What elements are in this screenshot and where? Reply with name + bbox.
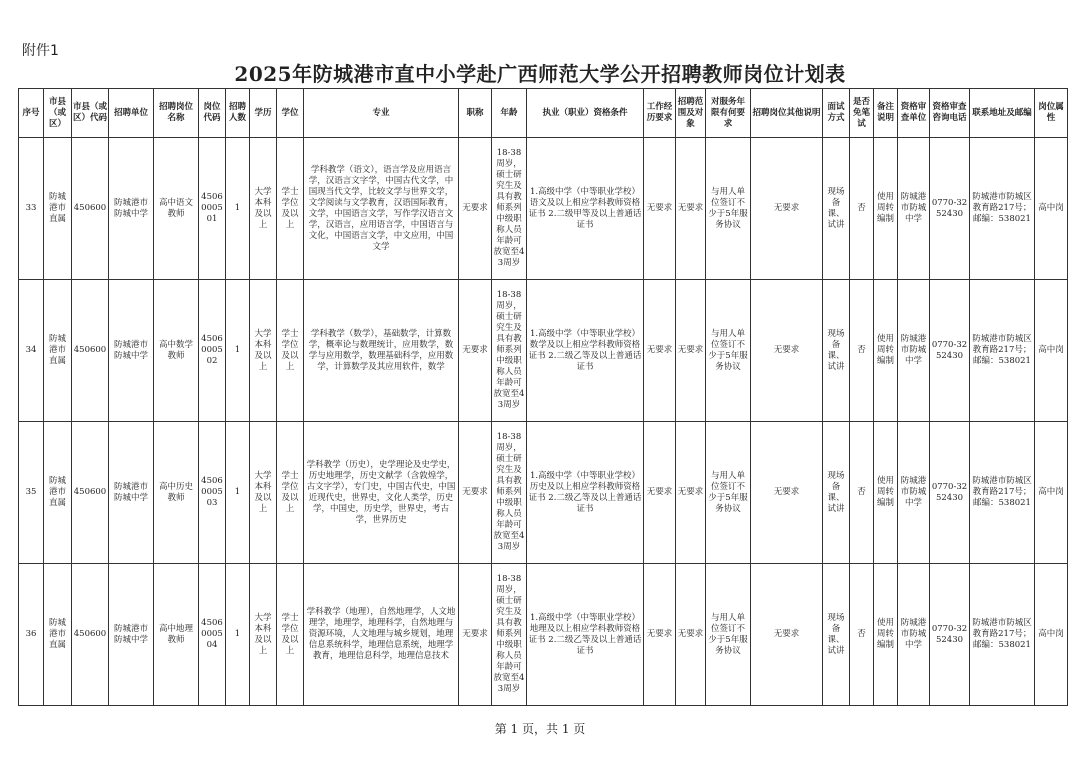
service-cell: 与用人单位签订不少于5年服务协议 <box>706 564 751 706</box>
header-cell: 招聘单位 <box>109 89 154 138</box>
title-req-cell: 无要求 <box>459 564 492 706</box>
header-cell: 序号 <box>19 89 44 138</box>
age-cell: 18-38周岁，硕士研究生及具有教师系列中级职称人员年龄可放宽至43周岁 <box>492 138 527 280</box>
county-code-cell: 450600 <box>72 422 109 564</box>
degree-cell: 学士学位及以上 <box>277 138 304 280</box>
degree-cell: 学士学位及以上 <box>277 422 304 564</box>
post-code-cell: 4506000504 <box>199 564 226 706</box>
header-cell: 是否免笔试 <box>850 89 874 138</box>
table-row <box>19 564 1068 706</box>
address-cell: 防城港市防城区教育路217号；邮编：538021 <box>970 564 1035 706</box>
county-code-cell: 450600 <box>72 138 109 280</box>
header-cell: 资格审查咨询电话 <box>930 89 970 138</box>
scope-cell: 无要求 <box>676 564 706 706</box>
review-unit-cell: 防城港市防城中学 <box>898 138 930 280</box>
other-cell: 无要求 <box>751 138 823 280</box>
attr-cell: 高中岗 <box>1035 422 1068 564</box>
unit-cell: 防城港市防城中学 <box>109 564 154 706</box>
header-cell: 市县（或区） <box>44 89 72 138</box>
header-cell: 备注说明 <box>874 89 898 138</box>
header-cell: 专业 <box>304 89 459 138</box>
cert-cell: 1.高级中学（中等职业学校）历史及以上相应学科教师资格证书 2.二级乙等及以上普通话证书 <box>527 422 644 564</box>
scope-cell: 无要求 <box>676 280 706 422</box>
attr-cell: 高中岗 <box>1035 138 1068 280</box>
phone-cell: 0770-3252430 <box>930 138 970 280</box>
other-cell: 无要求 <box>751 280 823 422</box>
other-cell: 无要求 <box>751 422 823 564</box>
post-code-cell: 4506000503 <box>199 422 226 564</box>
review-unit-cell: 防城港市防城中学 <box>898 422 930 564</box>
count-cell: 1 <box>226 564 250 706</box>
header-cell: 工作经历要求 <box>644 89 676 138</box>
county-code-cell: 450600 <box>72 280 109 422</box>
post-cell: 高中数学教师 <box>154 280 199 422</box>
degree-cell: 学士学位及以上 <box>277 280 304 422</box>
table-row <box>19 138 1068 280</box>
age-cell: 18-38周岁，硕士研究生及具有教师系列中级职称人员年龄可放宽至43周岁 <box>492 564 527 706</box>
header-cell: 执业（职业）资格条件 <box>527 89 644 138</box>
phone-cell: 0770-3252430 <box>930 422 970 564</box>
post-cell: 高中语文教师 <box>154 138 199 280</box>
cert-cell: 1.高级中学（中等职业学校）数学及以上相应学科教师资格证书 2.二级乙等及以上普通话证书 <box>527 280 644 422</box>
address-cell: 防城港市防城区教育路217号；邮编：538021 <box>970 422 1035 564</box>
row-number: 36 <box>19 564 44 706</box>
major-cell: 学科教学（地理），自然地理学，人文地理学，地理学，地理科学，自然地理与资源环境，人文地理与城乡规划，地理信息系统科学，地理信息系统，地理学教育，地理信息科学，地理信息技术 <box>304 564 459 706</box>
header-cell: 资格审查单位 <box>898 89 930 138</box>
header-cell: 学历 <box>250 89 277 138</box>
row-number: 34 <box>19 280 44 422</box>
cert-cell: 1.高级中学（中等职业学校）语文及以上相应学科教师资格证书 2.二级甲等及以上普通话证书 <box>527 138 644 280</box>
count-cell: 1 <box>226 138 250 280</box>
interview-cell: 现场备课、试讲 <box>823 564 850 706</box>
address-cell: 防城港市防城区教育路217号；邮编：538021 <box>970 280 1035 422</box>
page-footer: 第 1 页，共 1 页 <box>494 722 586 736</box>
title-req-cell: 无要求 <box>459 422 492 564</box>
interview-cell: 现场备课、试讲 <box>823 280 850 422</box>
remark-cell: 使用周转编制 <box>874 422 898 564</box>
phone-cell: 0770-3252430 <box>930 564 970 706</box>
recruitment-plan-table <box>18 88 1068 706</box>
header-cell: 招聘岗位名称 <box>154 89 199 138</box>
scope-cell: 无要求 <box>676 138 706 280</box>
header-cell: 招聘岗位其他说明 <box>751 89 823 138</box>
major-cell: 学科教学（历史），史学理论及史学史，历史地理学，历史文献学（含敦煌学，古文字学），专门史，中国古代史，中国近现代史，世界史，文化人类学，历史学，中国史，历史学，世界史，考古学，世界历史 <box>304 422 459 564</box>
phone-cell: 0770-3252430 <box>930 280 970 422</box>
service-cell: 与用人单位签订不少于5年服务协议 <box>706 138 751 280</box>
county-code-cell: 450600 <box>72 564 109 706</box>
exempt-cell: 否 <box>850 280 874 422</box>
education-cell: 大学本科及以上 <box>250 138 277 280</box>
degree-cell: 学士学位及以上 <box>277 564 304 706</box>
service-cell: 与用人单位签订不少于5年服务协议 <box>706 280 751 422</box>
education-cell: 大学本科及以上 <box>250 280 277 422</box>
interview-cell: 现场备课、试讲 <box>823 138 850 280</box>
education-cell: 大学本科及以上 <box>250 422 277 564</box>
exempt-cell: 否 <box>850 564 874 706</box>
exempt-cell: 否 <box>850 138 874 280</box>
post-cell: 高中地理教师 <box>154 564 199 706</box>
header-cell: 面试方式 <box>823 89 850 138</box>
attr-cell: 高中岗 <box>1035 280 1068 422</box>
title-req-cell: 无要求 <box>459 138 492 280</box>
education-cell: 大学本科及以上 <box>250 564 277 706</box>
county-cell: 防城港市直属 <box>44 280 72 422</box>
age-cell: 18-38周岁，硕士研究生及具有教师系列中级职称人员年龄可放宽至43周岁 <box>492 280 527 422</box>
header-cell: 年龄 <box>492 89 527 138</box>
post-code-cell: 4506000501 <box>199 138 226 280</box>
county-cell: 防城港市直属 <box>44 564 72 706</box>
review-unit-cell: 防城港市防城中学 <box>898 280 930 422</box>
header-cell: 招聘人数 <box>226 89 250 138</box>
service-cell: 与用人单位签订不少于5年服务协议 <box>706 422 751 564</box>
post-cell: 高中历史教师 <box>154 422 199 564</box>
title-req-cell: 无要求 <box>459 280 492 422</box>
experience-cell: 无要求 <box>644 564 676 706</box>
major-cell: 学科教学（数学），基础数学，计算数学，概率论与数理统计，应用数学，数学与应用数学，数理基础科学，应用数学，计算数学及其应用软件，数学 <box>304 280 459 422</box>
remark-cell: 使用周转编制 <box>874 280 898 422</box>
row-number: 35 <box>19 422 44 564</box>
header-cell: 职称 <box>459 89 492 138</box>
county-cell: 防城港市直属 <box>44 422 72 564</box>
header-cell: 岗位代码 <box>199 89 226 138</box>
experience-cell: 无要求 <box>644 280 676 422</box>
attachment-label: 附件1 <box>22 43 59 59</box>
experience-cell: 无要求 <box>644 138 676 280</box>
page-title: 2025年防城港市直中小学赴广西师范大学公开招聘教师岗位计划表 <box>234 62 846 86</box>
age-cell: 18-38周岁，硕士研究生及具有教师系列中级职称人员年龄可放宽至43周岁 <box>492 422 527 564</box>
header-cell: 学位 <box>277 89 304 138</box>
scope-cell: 无要求 <box>676 422 706 564</box>
attr-cell: 高中岗 <box>1035 564 1068 706</box>
exempt-cell: 否 <box>850 422 874 564</box>
header-cell: 招聘范围及对象 <box>676 89 706 138</box>
review-unit-cell: 防城港市防城中学 <box>898 564 930 706</box>
remark-cell: 使用周转编制 <box>874 138 898 280</box>
interview-cell: 现场备课、试讲 <box>823 422 850 564</box>
unit-cell: 防城港市防城中学 <box>109 422 154 564</box>
address-cell: 防城港市防城区教育路217号；邮编：538021 <box>970 138 1035 280</box>
other-cell: 无要求 <box>751 564 823 706</box>
count-cell: 1 <box>226 280 250 422</box>
table-row <box>19 280 1068 422</box>
post-code-cell: 4506000502 <box>199 280 226 422</box>
header-cell: 岗位属性 <box>1035 89 1068 138</box>
unit-cell: 防城港市防城中学 <box>109 138 154 280</box>
header-cell: 市县（或区）代码 <box>72 89 109 138</box>
unit-cell: 防城港市防城中学 <box>109 280 154 422</box>
row-number: 33 <box>19 138 44 280</box>
count-cell: 1 <box>226 422 250 564</box>
header-cell: 对服务年限有何要求 <box>706 89 751 138</box>
county-cell: 防城港市直属 <box>44 138 72 280</box>
remark-cell: 使用周转编制 <box>874 564 898 706</box>
table-row <box>19 422 1068 564</box>
header-cell: 联系地址及邮编 <box>970 89 1035 138</box>
major-cell: 学科教学（语文），语言学及应用语言学，汉语言文字学，中国古代文学，中国现当代文学，比较文学与世界文学，文学阅读与文学教育，汉语国际教育，文学，中国语言文学，写作学汉语言文学，汉语言，应用语言学，中国语言与文化，中国语言文学，中文应用，中国文学 <box>304 138 459 280</box>
cert-cell: 1.高级中学（中等职业学校）地理及以上相应学科教师资格证书 2.二级乙等及以上普通话证书 <box>527 564 644 706</box>
header-row <box>19 89 1068 138</box>
experience-cell: 无要求 <box>644 422 676 564</box>
